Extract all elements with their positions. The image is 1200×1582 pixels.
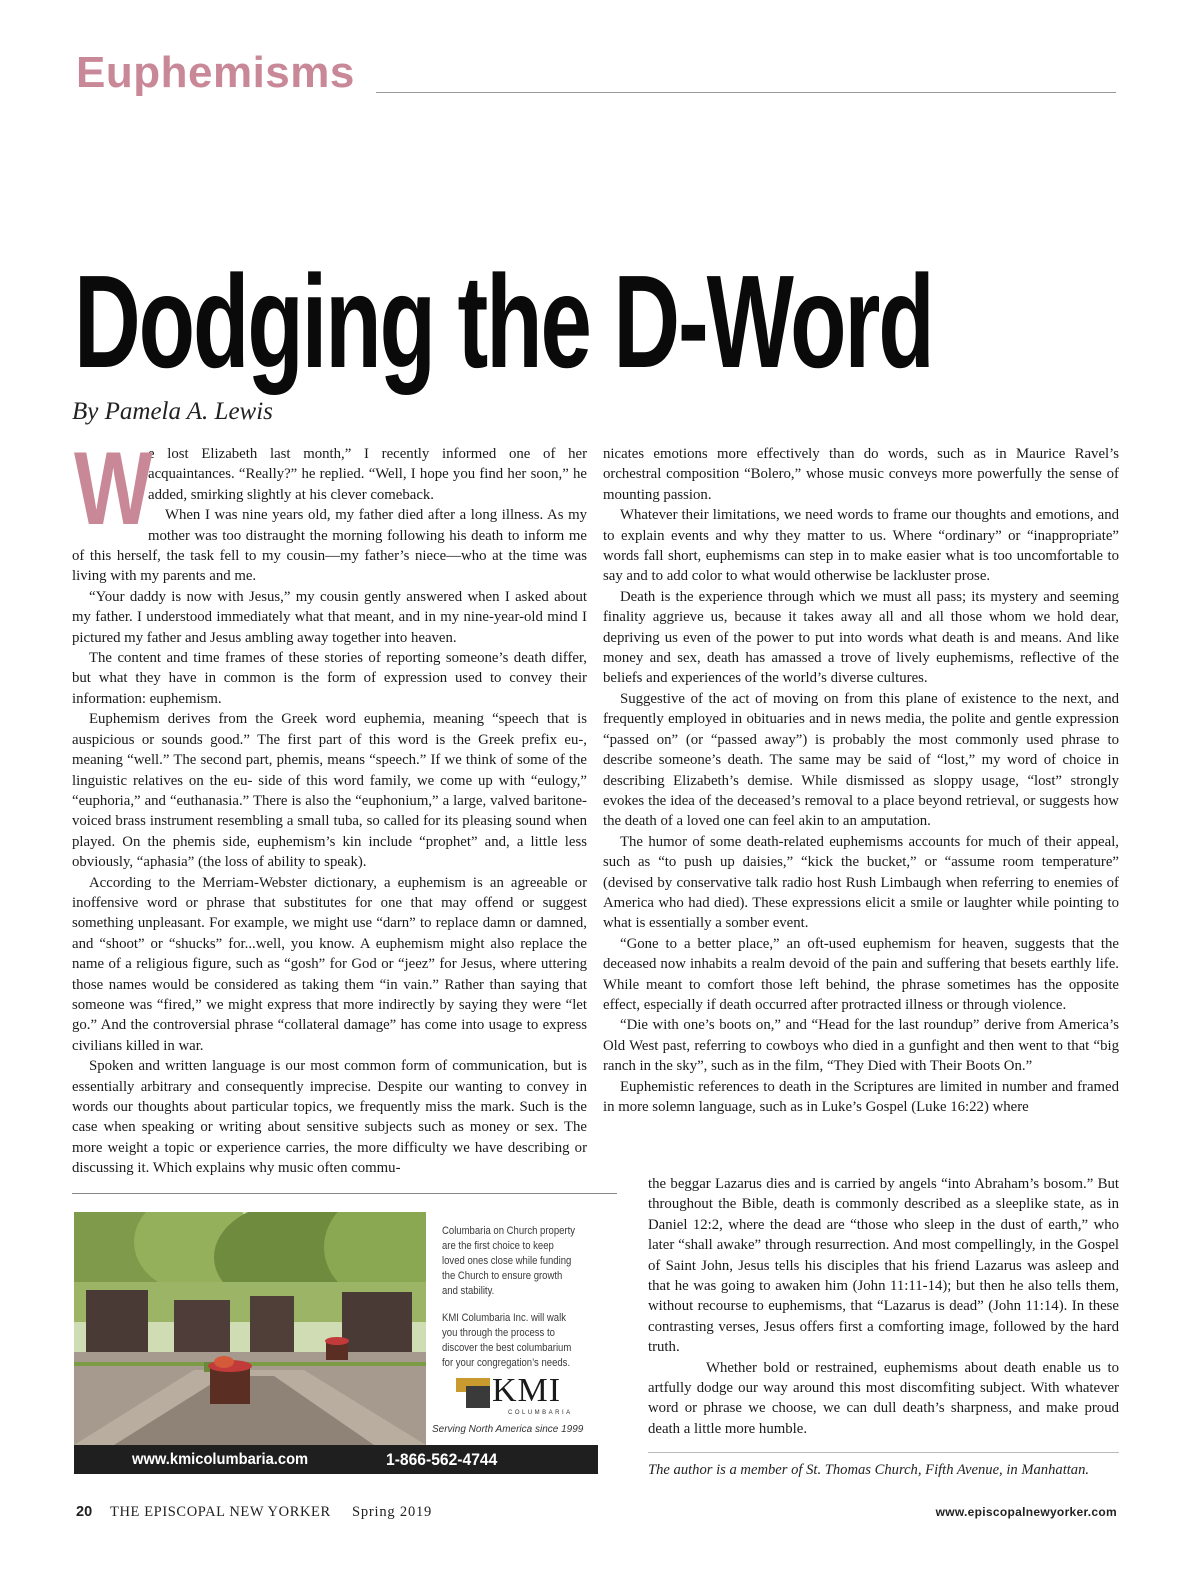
- kmi-logo-subtitle: COLUMBARIA: [508, 1410, 573, 1416]
- kmi-logo-wordmark: KMI: [492, 1372, 562, 1409]
- paragraph: When I was nine years old, my father died after a long illness. As my mother was too distraught the morning following his death to inform me of this herself, the task fell to my cousin—my father’s niece—who at the time was living with my parents and me.: [72, 507, 587, 585]
- publication-website-link[interactable]: www.episcopalnewyorker.com: [935, 1505, 1117, 1519]
- paragraph: Spoken and written language is our most common form of communication, but is essentially arbitrary and consequently imprecise. Despite our wanting to convey in words our thoughts about particular topics, we frequently miss the mark. Such is the case when speaking or writing about sensitive subjects such as money or sex. The more weight a topic or experience carries, the more difficulty we have describing or discussing it. Which explains why music often commu-: [72, 1058, 587, 1177]
- issue-date: Spring 2019: [352, 1504, 433, 1520]
- byline: By Pamela A. Lewis: [72, 398, 273, 425]
- kmi-logo: [456, 1372, 576, 1420]
- ad-contact-bar: [74, 1445, 598, 1474]
- paragraph: “Your daddy is now with Jesus,” my cousin gently answered when I asked about my father. I understood immediately what that meant, and in my nine-year-old mind I pictured my father and Jesus ambling away together into heaven.: [72, 588, 587, 646]
- author-note-rule: [648, 1452, 1119, 1453]
- article-column-right: [603, 444, 1119, 1117]
- ad-copy-paragraph: KMI Columbaria Inc. will walk you through the process to discover the best columbarium for your congregation’s needs.: [442, 1312, 572, 1369]
- publication-name: THE EPISCOPAL NEW YORKER: [110, 1504, 331, 1520]
- paragraph: Death is the experience through which we must all pass; its mystery and seeming finality aggrieve us, because it takes away all and all those whom we hold dear, depriving us even of the power to put into words what death is and means. And like money and sex, death has amassed a trove of lively euphemisms, reflective of the beliefs and experiences of the world’s diverse cultures.: [603, 588, 1119, 687]
- columbarium-photo: [74, 1212, 426, 1445]
- article-column-right-lower: [648, 1174, 1119, 1439]
- closing-paragraph: Whether bold or restrained, euphemisms about death enable us to artfully dodge our way around this most discomfiting subject. With whatever word or phrase we choose, we can dull death’s sharpness, and make proud death a little more humble.: [648, 1359, 1119, 1437]
- paragraph: Euphemistic references to death in the Scriptures are limited in number and framed in more solemn language, such as in Luke’s Gospel (Luke 16:22) where: [603, 1078, 1119, 1115]
- article-column-left: [72, 431, 587, 1179]
- page-footer: [76, 1502, 1117, 1522]
- paragraph: nicates emotions more effectively than do words, such as in Maurice Ravel’s orchestral composition “Bolero,” whose music conveys more powerfully the sense of mounting passion.: [603, 446, 1119, 503]
- section-rule: [376, 92, 1116, 93]
- columbarium-photo-illustration: [74, 1212, 426, 1445]
- author-note: The author is a member of St. Thomas Church, Fifth Avenue, in Manhattan.: [648, 1462, 1090, 1478]
- ad-tagline: Serving North America since 1999: [432, 1424, 584, 1435]
- drop-cap: W: [74, 431, 153, 547]
- paragraph: “Gone to a better place,” an oft-used euphemism for heaven, suggests that the deceased now inhabits a realm devoid of the pain and suffering that besets earthly life. While meant to comfort those left behind, the phrase sometimes has the opposite effect, especially if death occurred after protracted illness or through violence.: [603, 935, 1119, 1013]
- paragraph: “Die with one’s boots on,” and “Head for the last roundup” derive from America’s Old West past, referring to cowboys who died in a gunfight and then went to that “big ranch in the sky”, such as in the film, “They Died with Their Boots On.”: [603, 1017, 1119, 1075]
- ad-phone-number[interactable]: 1-866-562-4744: [386, 1450, 498, 1469]
- paragraph: The humor of some death-related euphemisms accounts for much of their appeal, such as “to push up daisies,” “kick the bucket,” or “assume room temperature” (devised by conservative talk radio host Rush Limbaugh when referring to enemies of America who had died). These expressions elicit a smile or laughter while pointing to what is essentially a somber event.: [603, 833, 1119, 932]
- ad-divider: [72, 1193, 617, 1194]
- ad-copy: [442, 1224, 577, 1383]
- ad-website-link[interactable]: www.kmicolumbaria.com: [132, 1451, 309, 1468]
- section-label: Euphemisms: [76, 48, 355, 97]
- page-number: 20: [76, 1504, 93, 1520]
- paragraph: Whatever their limitations, we need words to frame our thoughts and emotions, and to explain events and why they matter to us. Where “ordinary” or “inappropriate” words fall short, euphemisms can step in to make easier what is too uncomfortable to say and to add color to what would otherwise be lackluster prose.: [603, 507, 1119, 585]
- section-header: [76, 50, 1116, 96]
- paragraph: Suggestive of the act of moving on from this plane of existence to the next, and frequently employed in obituaries and in news media, the polite and gentle expression “passed on” (or “passed away”) is probably the most commonly used phrase to describe someone’s death. The same may be said of “lost,” my word of choice in describing Elizabeth’s demise. While dismissed as sloppy usage, “lost” strongly evokes the idea of the deceased’s removal to a place beyond retrieval, or suggests how the death of a loved one can feel akin to an amputation.: [603, 690, 1119, 830]
- paragraph: The content and time frames of these stories of reporting someone’s death differ, but what they have in common is the form of expression used to convey their information: euphemism.: [72, 650, 587, 707]
- paragraph: the beggar Lazarus dies and is carried by angels “into Abraham’s bosom.” But throughout the Bible, death is commonly described as a sleeplike state, as in Daniel 12:2, where the dead are “those who sleep in the dust of earth,” who later “shall awake” through resurrection. And most compellingly, in the Gospel of Saint John, Jesus tells his disciples that his friend Lazarus was asleep and that he was going to awaken him (John 11:11-14); but then he also tells them, without recourse to euphemisms, that “Lazarus is dead” (John 11:14). In these contrasting verses, Jesus offers first a comforting image, followed by the hard truth.: [648, 1176, 1119, 1356]
- paragraph: Euphemism derives from the Greek word euphemia, meaning “speech that is auspicious or sounds good.” The first part of this word is the Greek prefix eu-, meaning “well.” The second part, phemis, means “speech.” If we think of some of the linguistic relatives on the eu- side of this word family, we come up with “eulogy,” “euphoria,” and “euthanasia.” There is also the “euphonium,” a large, valved baritone-voiced brass instrument resembling a small tuba, so called for its pleasing sound when played. On the phemis side, euphemism’s kin include “prophet” and, a little less obviously, “aphasia” (the loss of ability to speak).: [72, 711, 587, 871]
- kmi-logo-icon: [456, 1378, 490, 1408]
- article-title: Dodging the D-Word: [74, 248, 933, 395]
- lead-text: e lost Elizabeth last month,” I recently informed one of her acquaintances. “Really?” he replied. “Well, I hope you find her soon,” he added, smirking slightly at his clever comeback.: [148, 446, 587, 503]
- ad-copy-paragraph: Columbaria on Church property are the first choice to keep loved ones close while funding the Church to ensure growth and stability.: [442, 1225, 576, 1297]
- paragraph: According to the Merriam-Webster dictionary, a euphemism is an agreeable or inoffensive word or phrase that substitutes for one that may offend or suggest something unpleasant. For example, we might use “darn” to replace damn or damned, and “shoot” or “shucks” for...well, you know. A euphemism might also replace the name of a religious figure, such as “gosh” for God or “jeez” for Jesus, where uttering those names would be considered as taking them “in vain.” Rather than saying that someone was “fired,” we might express that more indirectly by saying they were “let go.” And the controversial phrase “collateral damage” has come into usage to express civilians killed in war.: [72, 874, 587, 1054]
- kmi-advertisement[interactable]: [74, 1212, 598, 1474]
